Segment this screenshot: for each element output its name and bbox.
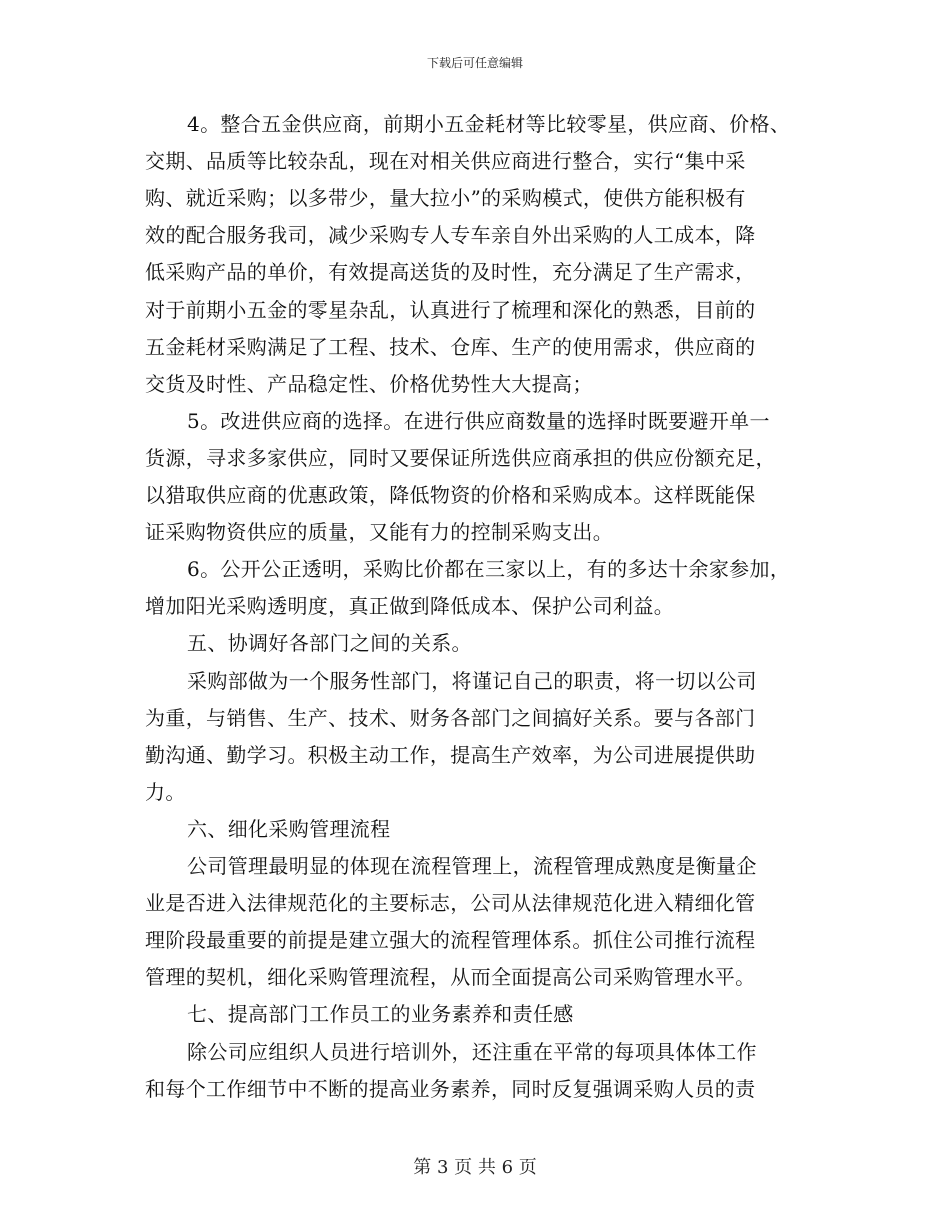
text-line: 交货及时性、产品稳定性、价格优势性大大提高； [145, 372, 593, 396]
text-line: 管理的契机，细化采购管理流程，从而全面提高公司采购管理水平。 [145, 965, 756, 989]
text-line: 对于前期小五金的零星杂乱，认真进行了梳理和深化的熟悉，目前的 [145, 298, 756, 322]
text-line: 公司管理最明显的体现在流程管理上，流程管理成熟度是衡量企 [187, 854, 757, 878]
text-line: 低采购产品的单价，有效提高送货的及时性，充分满足了生产需求， [145, 260, 756, 284]
text-line: 和每个工作细节中不断的提高业务素养，同时反复强调采购人员的责 [145, 1077, 756, 1101]
page-number: 第 3 页 共 6 页 [413, 1157, 537, 1178]
text-line: 效的配合服务我司，减少采购专人专车亲自外出采购的人工成本，降 [145, 223, 756, 247]
text-line: 增加阳光采购透明度，真正做到降低成本、保护公司利益。 [145, 594, 675, 618]
text-line: 力。 [145, 780, 186, 804]
text-line: 五金耗材采购满足了工程、技术、仓库、生产的使用需求，供应商的 [145, 335, 756, 359]
text-line: 业是否进入法律规范化的主要标志，公司从法律规范化进入精细化管 [145, 891, 756, 915]
page-header: 下载后可任意编辑 [426, 56, 523, 70]
section-heading: 五、协调好各部门之间的关系。 [187, 631, 472, 655]
text-line: 购、就近采购；以多带少，量大拉小”的采购模式，使供方能积极有 [145, 186, 746, 210]
text-line: 4。整合五金供应商，前期小五金耗材等比较零星，供应商、价格、 [187, 112, 791, 136]
section-heading: 六、细化采购管理流程 [187, 817, 391, 841]
text-line: 6。公开公正透明，采购比价都在三家以上，有的多达十余家参加， [187, 557, 791, 581]
text-line: 除公司应组织人员进行培训外，还注重在平常的每项具体体工作 [187, 1040, 757, 1064]
text-line: 证采购物资供应的质量，又能有力的控制采购支出。 [145, 520, 614, 544]
text-line: 理阶段最重要的前提是建立强大的流程管理体系。抓住公司推行流程 [145, 928, 756, 952]
text-line: 以猎取供应商的优惠政策，降低物资的价格和采购成本。这样既能保 [145, 483, 756, 507]
text-line: 采购部做为一个服务性部门，将谨记自己的职责，将一切以公司 [187, 669, 757, 693]
text-line: 勤沟通、勤学习。积极主动工作，提高生产效率，为公司进展提供助 [145, 743, 756, 767]
text-line: 货源，寻求多家供应，同时又要保证所选供应商承担的供应份额充足， [145, 446, 776, 470]
text-line: 为重，与销售、生产、技术、财务各部门之间搞好关系。要与各部门 [145, 706, 756, 730]
text-line: 5。改进供应商的选择。在进行供应商数量的选择时既要避开单一 [187, 409, 770, 433]
text-line: 交期、品质等比较杂乱，现在对相关供应商进行整合，实行“集中采 [145, 149, 746, 173]
section-heading: 七、提高部门工作员工的业务素养和责任感 [187, 1002, 574, 1026]
